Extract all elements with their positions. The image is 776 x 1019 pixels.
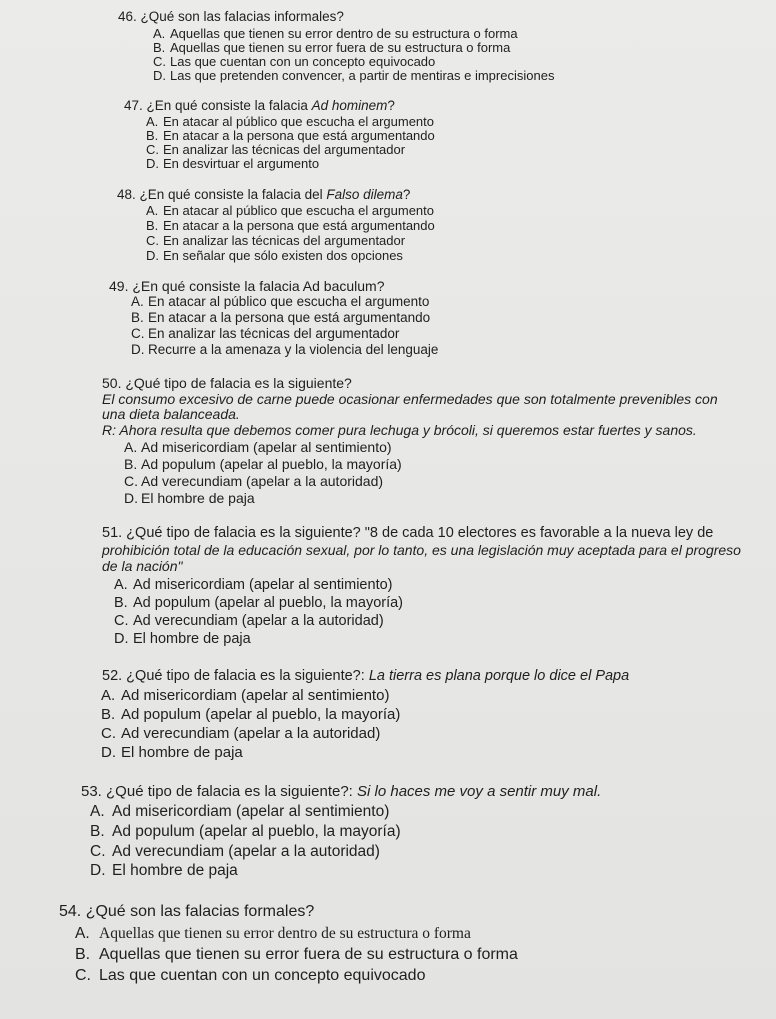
stem-suffix: ? [387,98,395,113]
option-text: Ad verecundiam (apelar a la autoridad) [112,843,380,860]
option-text: En atacar al público que escucha el argumento [148,294,430,309]
option-text: Ad populum (apelar al pueblo, la mayoría) [112,823,401,840]
option-letter: C. [114,613,129,629]
option-text: En analizar las técnicas del argumentador [148,326,400,341]
stem-text: 52. ¿Qué tipo de falacia es la siguiente?: [102,668,369,684]
option-a [90,803,389,821]
option-letter: B. [131,310,144,325]
option-b [90,823,401,841]
question-stem: 49. ¿En qué consiste la falacia Ad baculum? [109,278,385,294]
passage-line: una dieta balanceada. [102,406,240,422]
option-d [101,744,243,761]
option-letter: B. [146,128,159,143]
option-text: Aquellas que tienen su error dentro de su estructura o forma [99,925,471,942]
passage-line: El consumo excesivo de carne puede ocasionar enfermedades que son totalmente prevenibles con [102,391,718,407]
option-c [131,326,399,341]
option-letter: C. [90,843,106,860]
option-d [124,490,255,506]
option-c [146,142,405,157]
option-letter: D. [90,862,106,879]
option-text: En señalar que sólo existen dos opciones [163,248,403,263]
option-b [75,946,518,964]
option-letter: A. [146,203,159,218]
option-d [90,862,238,880]
option-letter: A. [90,803,105,820]
option-text: Las que cuentan con un concepto equivocado [99,967,426,984]
option-a [146,203,434,218]
option-a [124,439,392,455]
option-b [124,456,402,472]
option-text: Ad misericordiam (apelar al sentimiento) [133,577,393,593]
option-text: El hombre de paja [112,862,238,879]
option-text: En analizar las técnicas del argumentador [163,233,406,248]
option-a [153,26,518,41]
option-b [131,310,430,325]
question-stem [124,98,395,113]
option-text: En atacar a la persona que está argumentando [163,218,435,233]
stem-suffix: ? [402,187,411,202]
option-text: En desvirtuar el argumento [163,156,320,171]
option-letter: C. [146,142,159,157]
question-stem [81,783,601,800]
option-d [146,156,319,171]
option-b [146,218,435,233]
question-stem: 50. ¿Qué tipo de falacia es la siguiente? [102,375,352,391]
option-a [114,577,393,593]
option-d [146,248,403,263]
option-b [146,128,435,143]
option-letter: A. [131,294,144,309]
question-stem: 54. ¿Qué son las falacias formales? [59,903,315,920]
option-letter: A. [101,687,116,704]
option-letter: B. [75,946,91,963]
option-letter: C. [75,967,91,984]
option-letter: B. [114,595,128,611]
option-letter: A. [114,577,128,593]
option-letter: C. [131,326,145,341]
stem-text: 53. ¿Qué tipo de falacia es la siguiente?: [81,783,358,800]
option-text: Aquellas que tienen su error fuera de su estructura o forma [99,946,518,963]
option-letter: D. [114,631,129,647]
option-letter: D. [101,744,116,761]
option-c [153,54,435,69]
option-c [124,473,383,489]
option-letter: B. [146,218,159,233]
stem-italic: Si lo haces me voy a sentir muy mal. [357,783,602,800]
option-text: Aquellas que tienen su error fuera de su estructura o forma [170,40,511,55]
option-letter: D. [131,342,145,357]
option-text: Ad populum (apelar al pueblo, la mayoría) [121,706,401,723]
option-b [153,40,510,55]
option-text: Ad populum (apelar al pueblo, la mayoría) [141,456,402,472]
option-letter: A. [153,26,166,41]
option-letter: A. [124,439,138,455]
option-text: Ad misericordiam (apelar al sentimiento) [112,803,390,820]
option-text: Las que pretenden convencer, a partir de mentiras e imprecisiones [170,68,555,83]
option-letter: D. [124,490,138,506]
option-letter: D. [146,248,159,263]
option-letter: B. [90,823,105,840]
option-b [114,595,403,611]
question-stem: de la nación" [102,558,183,574]
option-a [101,687,389,704]
option-letter: D. [146,156,159,171]
option-text: En atacar al público que escucha el argumento [163,114,435,129]
option-a [75,925,471,943]
option-text: En atacar a la persona que está argumentando [163,128,435,143]
option-a [146,114,434,129]
option-a [131,294,429,309]
option-letter: C. [153,54,166,69]
option-text: Ad verecundiam (apelar a la autoridad) [141,473,384,489]
option-text: Recurre a la amenaza y la violencia del lenguaje [148,342,439,357]
option-b [101,706,400,723]
stem-italic: La tierra es plana porque lo dice el Papa [368,668,630,684]
option-text: El hombre de paja [141,490,255,506]
question-stem [117,187,410,202]
option-letter: C. [124,473,138,489]
option-text: En atacar al público que escucha el argumento [163,203,435,218]
option-text: Ad verecundiam (apelar a la autoridad) [121,725,381,742]
question-stem: 51. ¿Qué tipo de falacia es la siguiente? "8 de cada 10 electores es favorable a la nueva ley de [102,525,714,541]
option-letter: B. [101,706,116,723]
option-text: Ad verecundiam (apelar a la autoridad) [133,613,384,629]
option-c [146,233,405,248]
option-d [114,631,251,647]
stem-text: 47. ¿En qué consiste la falacia [124,98,312,113]
option-text: Ad misericordiam (apelar al sentimiento) [121,687,390,704]
option-letter: D. [153,68,166,83]
option-text: En analizar las técnicas del argumentador [163,142,406,157]
question-stem: 46. ¿Qué son las falacias informales? [118,9,344,24]
option-text: Aquellas que tienen su error dentro de su estructura o forma [170,26,518,41]
option-text: El hombre de paja [133,631,251,647]
option-c [90,843,380,861]
question-stem [102,668,629,684]
option-c [114,613,384,629]
option-letter: B. [124,456,138,472]
option-d [153,68,554,83]
option-c [75,967,425,985]
stem-italic: Falso dilema [326,187,403,202]
option-letter: B. [153,40,166,55]
option-text: Las que cuentan con un concepto equivocado [170,54,436,69]
option-text: En atacar a la persona que está argumentando [148,310,431,325]
option-letter: C. [146,233,159,248]
stem-text: 48. ¿En qué consiste la falacia del [117,187,327,202]
option-c [101,725,380,742]
option-letter: A. [146,114,159,129]
option-text: Ad populum (apelar al pueblo, la mayoría) [133,595,404,611]
option-text: El hombre de paja [121,744,243,761]
option-d [131,342,438,357]
question-stem: prohibición total de la educación sexual, por lo tanto, es una legislación muy aceptada para el progreso [102,542,741,558]
option-letter: A. [75,925,90,942]
passage-line: R: Ahora resulta que debemos comer pura lechuga y brócoli, si queremos estar fuertes y sanos. [102,422,697,438]
option-letter: C. [101,725,116,742]
option-text: Ad misericordiam (apelar al sentimiento) [141,439,392,455]
stem-italic: Ad hominem [311,98,388,113]
